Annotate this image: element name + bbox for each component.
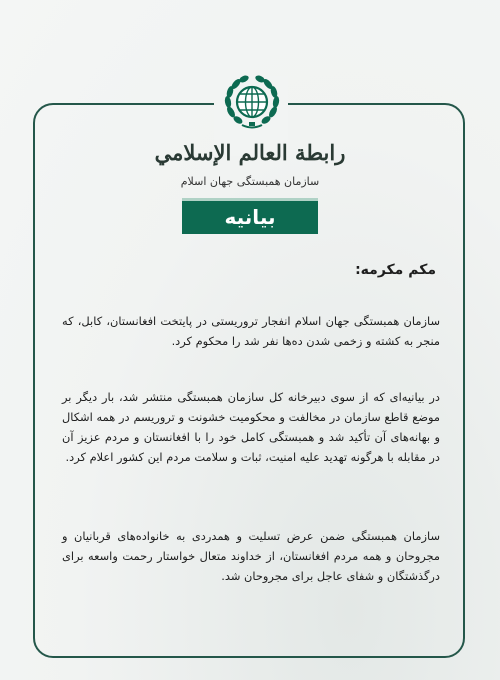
globe-laurel-emblem-icon (220, 72, 284, 136)
paragraph-condemnation: سازمان همبستگی جهان اسلام انفجار تروریستی در پایتخت افغانستان، کابل، که منجر به کشته و زخمی شدن ده‌ها نفر شد را محکوم کرد. (62, 314, 440, 349)
org-name-arabic: رابطة العالم الإسلامي (154, 140, 346, 165)
org-name-persian: سازمان همبستگی جهان اسلام (180, 175, 320, 188)
salutation: مکم مکرمه: (355, 262, 436, 278)
paragraph-secretariat-statement: در بیانیه‌ای که از سوی دبیرخانه کل سازمان همبستگی منتشر شد، بار دیگر بر موضع قاطع سازمان در مخالفت و محکومیت خشونت و تروریسم در همه اشکال و بهانه‌های آن تأکید شد و همبستگی کامل خود را با افغانستان و مردم عزیز آن در مقابله با هرگونه تهدید علیه امنیت، ثبات و سلامت مردم این کشور اعلام کرد. (62, 390, 440, 465)
paragraph-condolences: سازمان همبستگی ضمن عرض تسلیت و همدردی به خانواده‌های قربانیان و مجروحان و همه مردم افغانستان، از خداوند متعال خواستار رحمت واسعه برای درگذشتگان و شفای عاجل برای مجروحان شد. (62, 529, 440, 584)
statement-banner: بیانیه (182, 198, 318, 234)
